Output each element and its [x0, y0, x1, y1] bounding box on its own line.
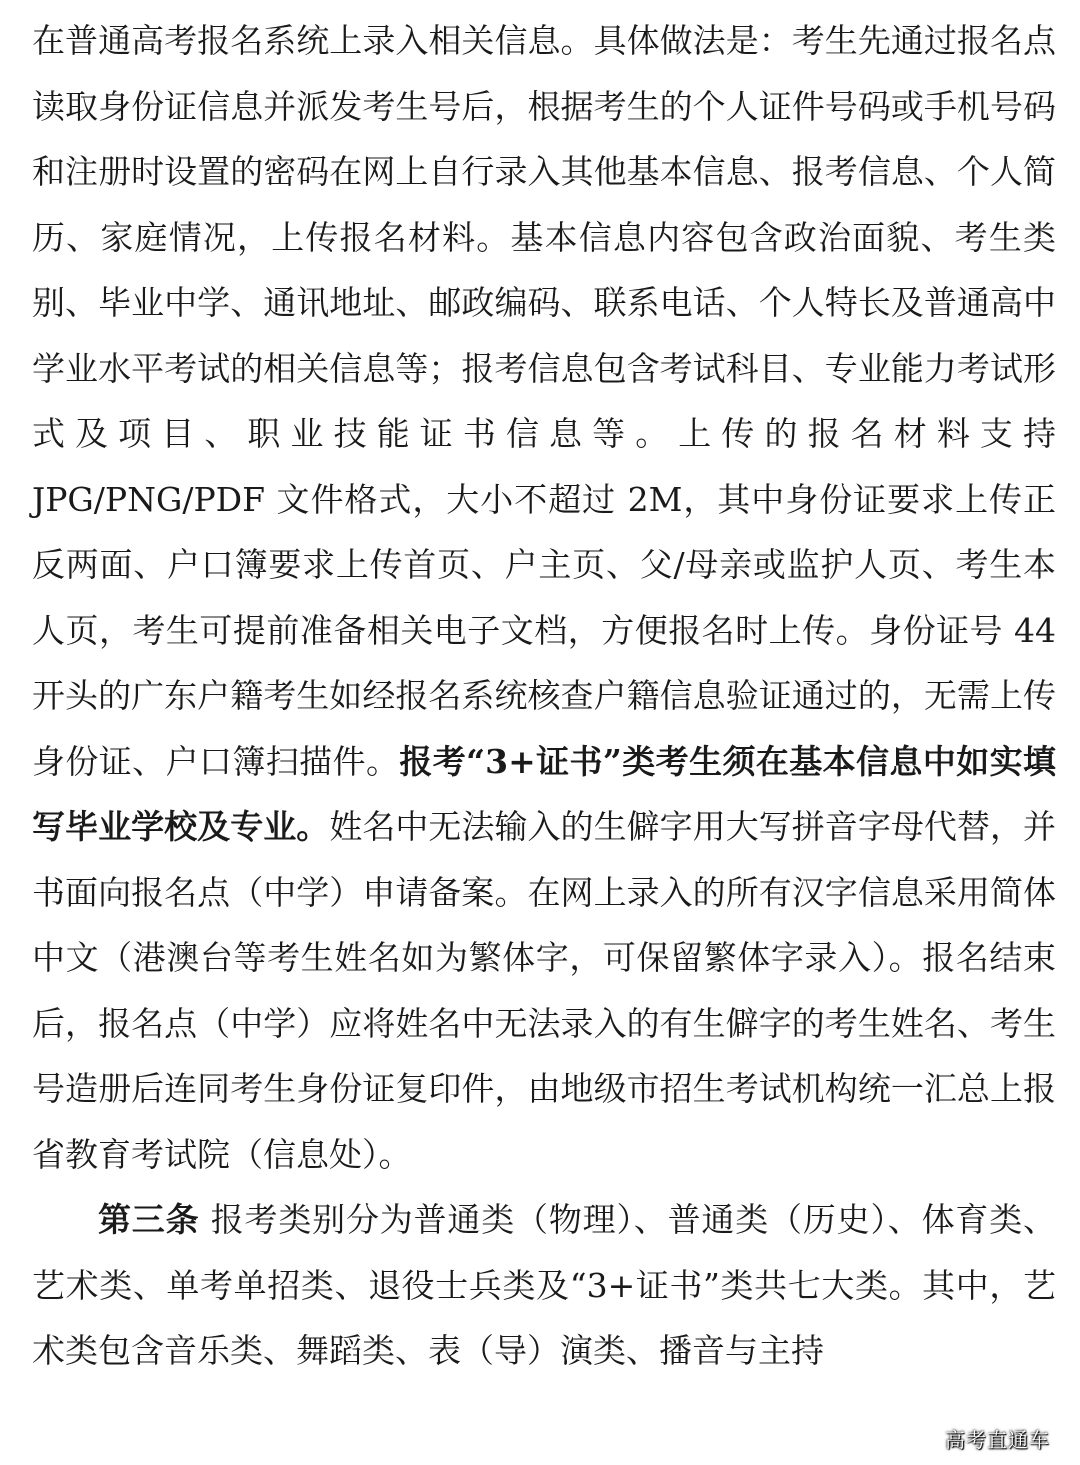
article-label: 第三条 [98, 1200, 200, 1239]
paragraph-text-part-b: 姓名中无法输入的生僻字用大写拼音字母代替，并书面向报名点（中学）申请备案。在网上录入的所有汉字信息采用简体中文（港澳台等考生姓名如为繁体字，可保留繁体字录入）。报名结束后，报名点（中学）应将姓名中无法录入的有生僻字的考生姓名、考生号造册后连同考生身份证复印件，由地级市招生考试机构统一汇总上报省教育考试院（信息处）。 [32, 807, 1057, 1174]
paragraph-registration-info [32, 8, 1056, 1187]
paragraph-text-part-a: 在普通高考报名系统上录入相关信息。具体做法是：考生先通过报名点读取身份证信息并派发考生号后，根据考生的个人证件号码或手机号码和注册时设置的密码在网上自行录入其他基本信息、报考信息、个人简历、家庭情况，上传报名材料。基本信息内容包含政治面貌、考生类别、毕业中学、通讯地址、邮政编码、联系电话、个人特长及普通高中学业水平考试的相关信息等；报考信息包含考试科目、专业能力考试形式及项目、职业技能证书信息等。上传的报名材料支持 JPG/PNG/PDF 文件格式，大小不超过 2M，其中身份证要求上传正反两面、户口簿要求上传首页、户主页、父/母亲或监护人页、考生本人页，考生可提前准备相关电子文档，方便报名时上传。身份证号 44 开头的广东户籍考生如经报名系统核查户籍信息验证通过的，无需上传身份证、户口簿扫描件。 [32, 21, 1056, 781]
paragraph-article-three [32, 1187, 1056, 1384]
watermark-logo-text: 高考直通车 [945, 1428, 1050, 1452]
bold-emphasis-3plus-certificate: 报考“3+证书”类考生须在基本信息中如实填写毕业学校及专业。 [32, 741, 1057, 846]
document-body [32, 8, 1056, 1384]
article-text: 报考类别分为普通类（物理）、普通类（历史）、体育类、艺术类、单考单招类、退役士兵类及“3+证书”类共七大类。其中，艺术类包含音乐类、舞蹈类、表（导）演类、播音与主持 [32, 1200, 1057, 1370]
